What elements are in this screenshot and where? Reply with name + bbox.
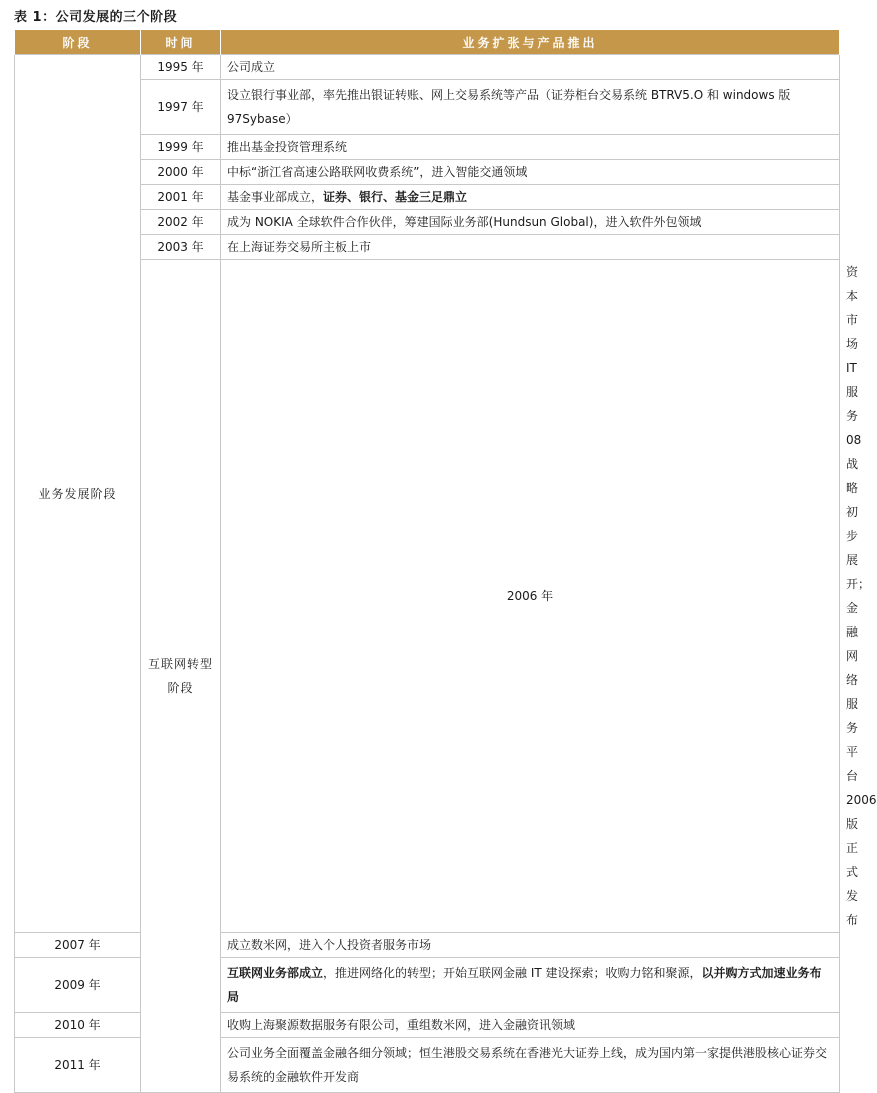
desc-text: 基金事业部成立， xyxy=(227,190,324,204)
desc-cell xyxy=(221,80,840,135)
table-caption: 表 1：公司发展的三个阶段 xyxy=(14,10,178,25)
desc-cell xyxy=(221,185,840,210)
table-row xyxy=(15,55,840,80)
table-row xyxy=(15,1038,840,1093)
header-time: 时间 xyxy=(141,30,221,55)
desc-cell xyxy=(221,160,840,185)
desc-cell xyxy=(221,958,840,1013)
desc-cell xyxy=(221,933,840,958)
header-business: 业务扩张与产品推出 xyxy=(221,30,840,55)
year-cell: 1997 年 xyxy=(141,80,221,135)
year-cell: 2000 年 xyxy=(141,160,221,185)
desc-text: 成立数米网，进入个人投资者服务市场 xyxy=(227,938,432,952)
year-cell: 2001 年 xyxy=(141,185,221,210)
desc-text: 中标“浙江省高速公路联网收费系统”，进入智能交通领域 xyxy=(227,165,528,179)
phase-cell-business-development: 业务发展阶段 xyxy=(15,55,141,933)
desc-text: 收购上海聚源数据服务有限公司，重组数米网，进入金融资讯领域 xyxy=(227,1018,576,1032)
desc-text-bold: 以并购方式加速业务布局 xyxy=(227,966,822,1004)
year-cell: 2003 年 xyxy=(141,235,221,260)
table-row xyxy=(15,933,840,958)
desc-text: 资本市场 IT 服务 08 战略初步展开；金融网络服务平台 2006 版正式发布 xyxy=(846,265,877,927)
header-row xyxy=(15,30,840,55)
year-cell: 2009 年 xyxy=(15,958,141,1013)
year-cell: 2006 年 xyxy=(221,260,840,933)
desc-text: ，推进网络化的转型；开始互联网金融 IT 建设探索；收购力铭和聚源， xyxy=(323,966,702,980)
desc-cell xyxy=(221,135,840,160)
year-cell: 2011 年 xyxy=(15,1038,141,1093)
desc-text: 设立银行事业部，率先推出银证转账、网上交易系统等产品（证券柜台交易系统 BTRV5.O 和 windows 版 97Sybase） xyxy=(227,88,791,126)
desc-text: 成为 NOKIA 全球软件合作伙伴，筹建国际业务部(Hundsun Global)，进入软件外包领域 xyxy=(227,215,702,229)
header-phase: 阶段 xyxy=(15,30,141,55)
desc-cell xyxy=(221,1038,840,1093)
year-cell: 1999 年 xyxy=(141,135,221,160)
desc-text: 公司成立 xyxy=(227,60,276,74)
desc-cell xyxy=(221,235,840,260)
year-cell: 2007 年 xyxy=(15,933,141,958)
desc-text: 在上海证券交易所主板上市 xyxy=(227,240,372,254)
phase-cell-internet-transformation: 互联网转型阶段 xyxy=(141,260,221,1093)
year-cell: 2002 年 xyxy=(141,210,221,235)
desc-text-bold: 证券、银行、基金三足鼎立 xyxy=(323,190,468,204)
year-cell: 1995 年 xyxy=(141,55,221,80)
table-row xyxy=(15,1013,840,1038)
year-cell: 2010 年 xyxy=(15,1013,141,1038)
desc-text-bold: 互联网业务部成立 xyxy=(227,966,324,980)
table-row xyxy=(15,958,840,1013)
development-stages-table xyxy=(14,30,877,1093)
desc-text: 推出基金投资管理系统 xyxy=(227,140,348,154)
desc-text: 公司业务全面覆盖金融各细分领域；恒生港股交易系统在香港光大证券上线，成为国内第一家提供港股核心证券交易系统的金融软件开发商 xyxy=(227,1046,828,1084)
desc-cell xyxy=(221,210,840,235)
desc-cell xyxy=(221,1013,840,1038)
desc-cell xyxy=(221,55,840,80)
